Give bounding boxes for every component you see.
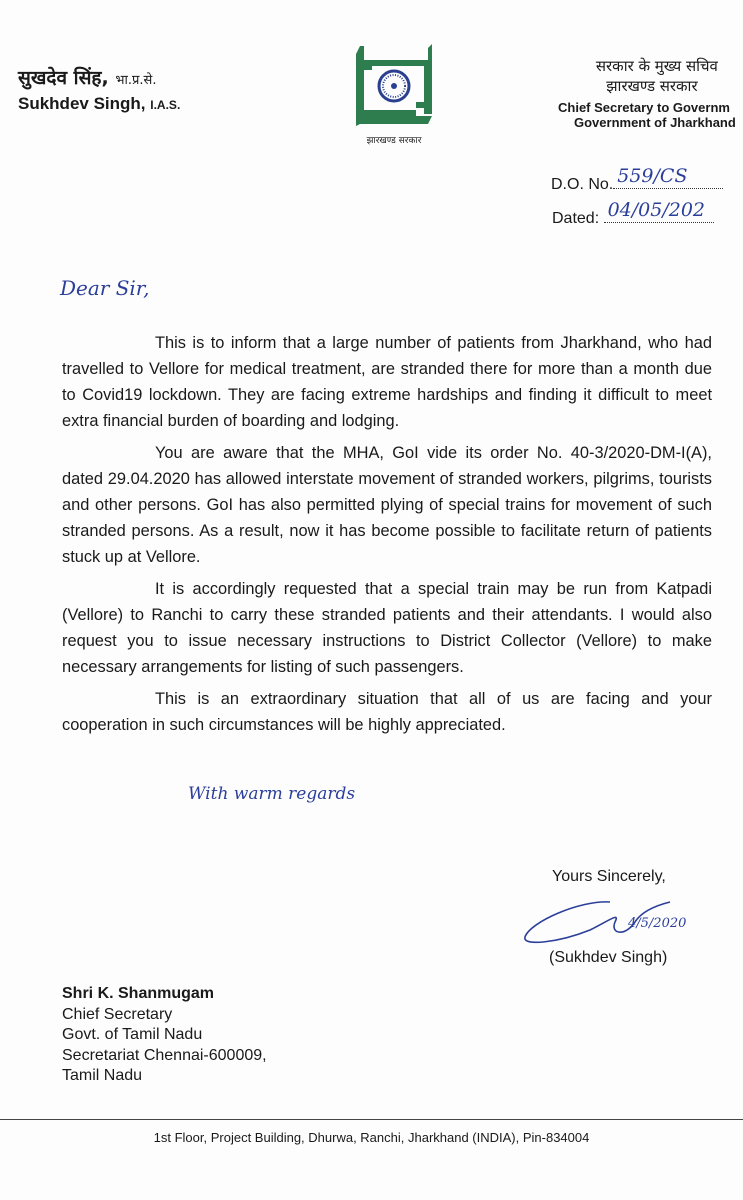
- jharkhand-emblem-logo: [352, 44, 436, 146]
- logo-caption: झारखण्ड सरकार: [366, 136, 422, 146]
- addressee-line: Secretariat Chennai-600009,: [62, 1046, 267, 1064]
- paragraph: It is accordingly requested that a special train may be run from Katpadi (Vellore) to Ranchi to carry these stranded patients and their attendants. I would also request you to issue necessary instructions to District Collector (Vellore) to make necessary arrangements for listing of such passengers.: [62, 580, 712, 676]
- government-hindi: झारखण्ड सरकार: [606, 77, 698, 95]
- designation-block: [558, 56, 736, 130]
- emblem-icon: [352, 44, 436, 126]
- signature-icon: [520, 892, 720, 952]
- addressee-line: Govt. of Tamil Nadu: [62, 1026, 203, 1043]
- paragraph: You are aware that the MHA, GoI vide its order No. 40-3/2020-DM-I(A), dated 29.04.2020 has allowed interstate movement of stranded workers, pilgrims, tourists and other persons. GoI has also permitted plying of special trains for movement of such stranded persons. As a result, now it has become possible to facilitate return of patients stuck up at Vellore.: [62, 444, 712, 566]
- addressee-block: [62, 984, 267, 1087]
- signature: [520, 892, 720, 957]
- footer-address: 1st Floor, Project Building, Dhurwa, Ranchi, Jharkhand (INDIA), Pin-834004: [153, 1130, 590, 1145]
- do-number: D.O. No. 559/CS: [551, 176, 723, 194]
- dated: Dated: 04/05/202: [552, 210, 714, 228]
- salutation: Dear Sir,: [60, 276, 150, 300]
- sender-name-hindi: सुखदेव सिंह, भा.प्र.से.: [18, 67, 157, 89]
- sender-name-english: Sukhdev Singh, I.A.S.: [18, 94, 181, 113]
- paragraph: This is an extraordinary situation that all of us are facing and your cooperation in such circumstances will be highly appreciated.: [62, 690, 712, 734]
- closing: Yours Sincerely,: [552, 868, 666, 885]
- footer-divider: [0, 1119, 743, 1120]
- signature-date: 4/5/2020: [628, 916, 687, 931]
- addressee-line: Chief Secretary: [62, 1005, 173, 1023]
- designation-hindi: सरकार के मुख्य सचिव: [595, 57, 718, 75]
- dated-value: 04/05/202: [607, 199, 706, 221]
- addressee-line: Tamil Nadu: [62, 1067, 143, 1084]
- do-number-value: 559/CS: [617, 165, 688, 187]
- signatory-name: (Sukhdev Singh): [549, 949, 668, 966]
- designation-english: Chief Secretary to Governm: [558, 100, 730, 115]
- government-english: Government of Jharkhand: [574, 115, 736, 130]
- paragraph: This is to inform that a large number of patients from Jharkhand, who had travelled to Vellore for medical treatment, are stranded there for more than a month due to Covid19 lockdown. They are facing extreme hardships and finding it difficult to meet extra financial burden of boarding and lodging.: [62, 334, 712, 430]
- handwritten-regards: With warm regards: [188, 784, 356, 804]
- addressee-name: Shri K. Shanmugam: [62, 985, 215, 1002]
- sender-block: [18, 64, 180, 114]
- letter-body: [62, 330, 712, 744]
